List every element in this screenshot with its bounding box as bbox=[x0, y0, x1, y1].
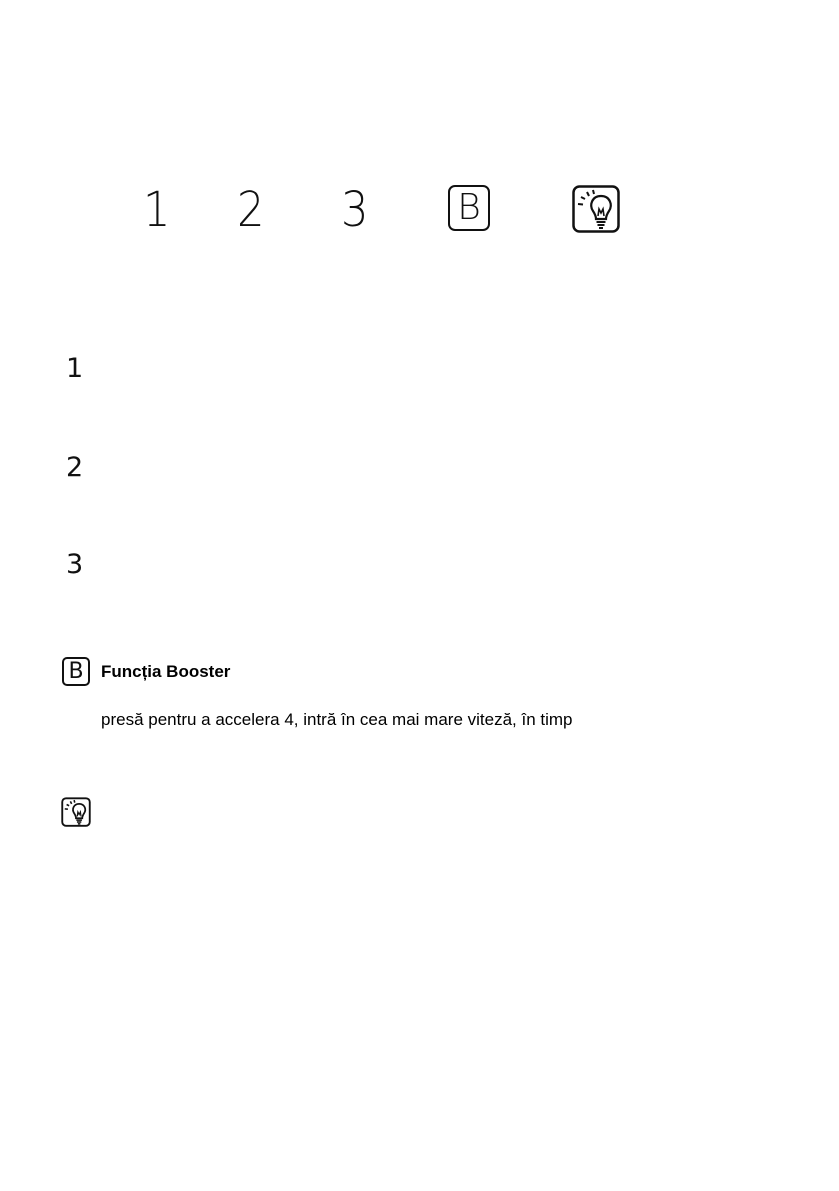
light-bulb-icon bbox=[61, 797, 91, 827]
booster-b-icon: B bbox=[68, 658, 84, 684]
speed-2-button[interactable]: 2 bbox=[237, 182, 265, 238]
speed-3-button[interactable]: 3 bbox=[341, 182, 369, 238]
speed-1-button[interactable]: 1 bbox=[143, 182, 171, 238]
booster-title: Funcția Booster bbox=[101, 662, 231, 681]
booster-section-icon bbox=[62, 657, 90, 686]
speed-2-label: 2 bbox=[66, 452, 84, 483]
booster-description: presă pentru a accelera 4, intră în cea mai mare viteză, în timp bbox=[101, 710, 573, 729]
speed-3-label: 3 bbox=[66, 549, 84, 580]
booster-button[interactable] bbox=[448, 185, 490, 231]
light-bulb-icon[interactable] bbox=[572, 185, 620, 233]
booster-b-icon: B bbox=[457, 187, 481, 228]
speed-1-label: 1 bbox=[66, 353, 84, 384]
